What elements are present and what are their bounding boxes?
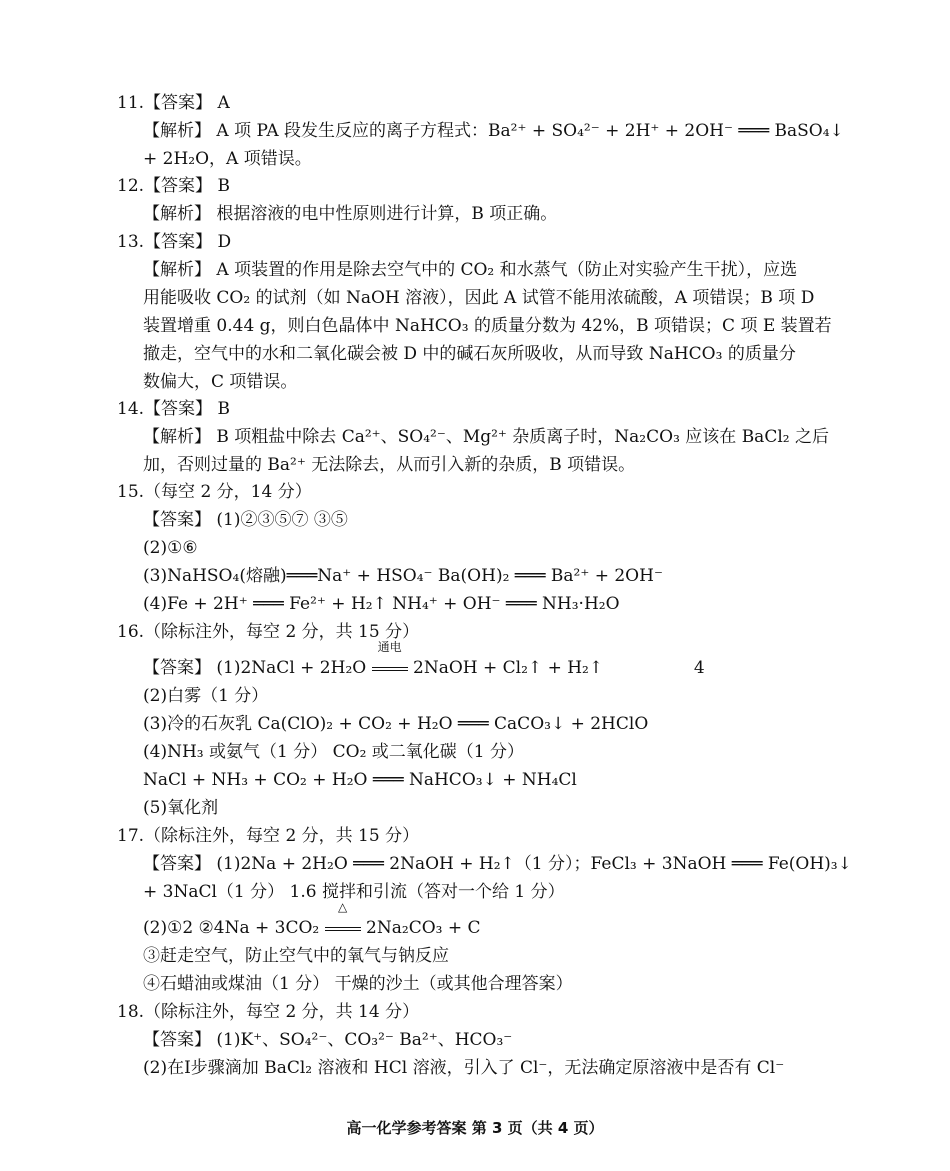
text-line: 【解析】 A 项 PA 段发生反应的离子方程式：Ba²⁺ + SO₄²⁻ + 2H⁺ + 2OH⁻ ═══ BaSO₄↓ — [143, 121, 844, 141]
text-line: 14.【答案】 B — [117, 399, 230, 419]
text-line: NaCl + NH₃ + CO₂ + H₂O ═══ NaHCO₃↓ + NH₄Cl — [143, 770, 577, 790]
text-line: (2)白雾（1 分） — [143, 686, 269, 706]
text-line: 【答案】 (1)②③⑤⑦ ③⑤ — [143, 510, 348, 530]
text-line: 12.【答案】 B — [117, 176, 230, 196]
text-line: (5)氧化剂 — [143, 798, 219, 818]
reaction-arrow — [325, 900, 361, 941]
reaction-condition: △ — [338, 900, 348, 914]
text-line: (3)NaHSO₄(熔融)═══Na⁺ + HSO₄⁻ Ba(OH)₂ ═══ Ba²⁺ + 2OH⁻ — [143, 566, 663, 586]
text-line: (3)冷的石灰乳 Ca(ClO)₂ + CO₂ + H₂O ═══ CaCO₃↓ + 2HClO — [143, 714, 649, 734]
text-line: 13.【答案】 D — [117, 232, 232, 252]
electrolysis-suffix: 2NaOH + Cl₂↑ + H₂↑ — [413, 658, 604, 678]
text-line: 【解析】 根据溶液的电中性原则进行计算，B 项正确。 — [143, 204, 558, 224]
text-line: + 2H₂O，A 项错误。 — [143, 149, 312, 169]
heating-suffix: 2Na₂CO₃ + C — [366, 918, 481, 938]
text-line: 【解析】 A 项装置的作用是除去空气中的 CO₂ 和水蒸气（防止对实验产生干扰），应选 — [143, 260, 798, 280]
text-line: (2)在Ⅰ步骤滴加 BaCl₂ 溶液和 HCl 溶液，引入了 Cl⁻，无法确定原溶液中是否有 Cl⁻ — [143, 1058, 785, 1078]
text-line: (4)Fe + 2H⁺ ═══ Fe²⁺ + H₂↑ NH₄⁺ + OH⁻ ═══ NH₃·H₂O — [143, 594, 620, 614]
page-footer: 高一化学参考答案 第 3 页（共 4 页） — [346, 1119, 604, 1137]
text-line: 【解析】 B 项粗盐中除去 Ca²⁺、SO₄²⁻、Mg²⁺ 杂质离子时，Na₂CO₃ 应该在 BaCl₂ 之后 — [143, 427, 829, 447]
reaction-condition: 通电 — [377, 640, 402, 654]
heating-equation — [143, 900, 481, 941]
text-line: 【答案】 (1)K⁺、SO₄²⁻、CO₃²⁻ Ba²⁺、HCO₃⁻ — [143, 1030, 513, 1050]
text-line: 用能吸收 CO₂ 的试剂（如 NaOH 溶液），因此 A 试管不能用浓硫酸，A 项错误；B 项 D — [143, 288, 815, 308]
answer-value: 4 — [693, 658, 705, 678]
text-line: + 3NaCl（1 分） 1.6 搅拌和引流（答对一个给 1 分） — [143, 882, 565, 902]
reaction-arrow — [372, 640, 408, 681]
text-line: 撤走，空气中的水和二氧化碳会被 D 中的碱石灰所吸收，从而导致 NaHCO₃ 的质量分 — [143, 344, 796, 364]
text-line: 数偏大，C 项错误。 — [143, 372, 298, 392]
text-line: ③赶走空气，防止空气中的氧气与钠反应 — [143, 946, 449, 966]
electrolysis-equation — [143, 640, 705, 681]
text-line: (2)①⑥ — [143, 538, 198, 558]
text-line: 加，否则过量的 Ba²⁺ 无法除去，从而引入新的杂质，B 项错误。 — [143, 455, 636, 475]
text-line: 装置增重 0.44 g，则白色晶体中 NaHCO₃ 的质量分数为 42%，B 项错误；C 项 E 装置若 — [143, 316, 832, 336]
text-line: 17.（除标注外，每空 2 分，共 15 分） — [117, 826, 420, 846]
text-line: 18.（除标注外，每空 2 分，共 14 分） — [117, 1002, 420, 1022]
text-line: 16.（除标注外，每空 2 分，共 15 分） — [117, 622, 420, 642]
text-line: (4)NH₃ 或氨气（1 分） CO₂ 或二氧化碳（1 分） — [143, 742, 525, 762]
electrolysis-prefix: 【答案】 (1)2NaCl + 2H₂O — [143, 658, 367, 678]
text-line: 15.（每空 2 分，14 分） — [117, 482, 312, 502]
text-line: 【答案】 (1)2Na + 2H₂O ═══ 2NaOH + H₂↑（1 分）；FeCl₃ + 3NaOH ═══ Fe(OH)₃↓ — [143, 854, 852, 874]
text-line: 11.【答案】 A — [117, 93, 230, 113]
text-line: ④石蜡油或煤油（1 分） 干燥的沙土（或其他合理答案） — [143, 974, 573, 994]
heating-prefix: (2)①2 ②4Na + 3CO₂ — [143, 918, 320, 938]
